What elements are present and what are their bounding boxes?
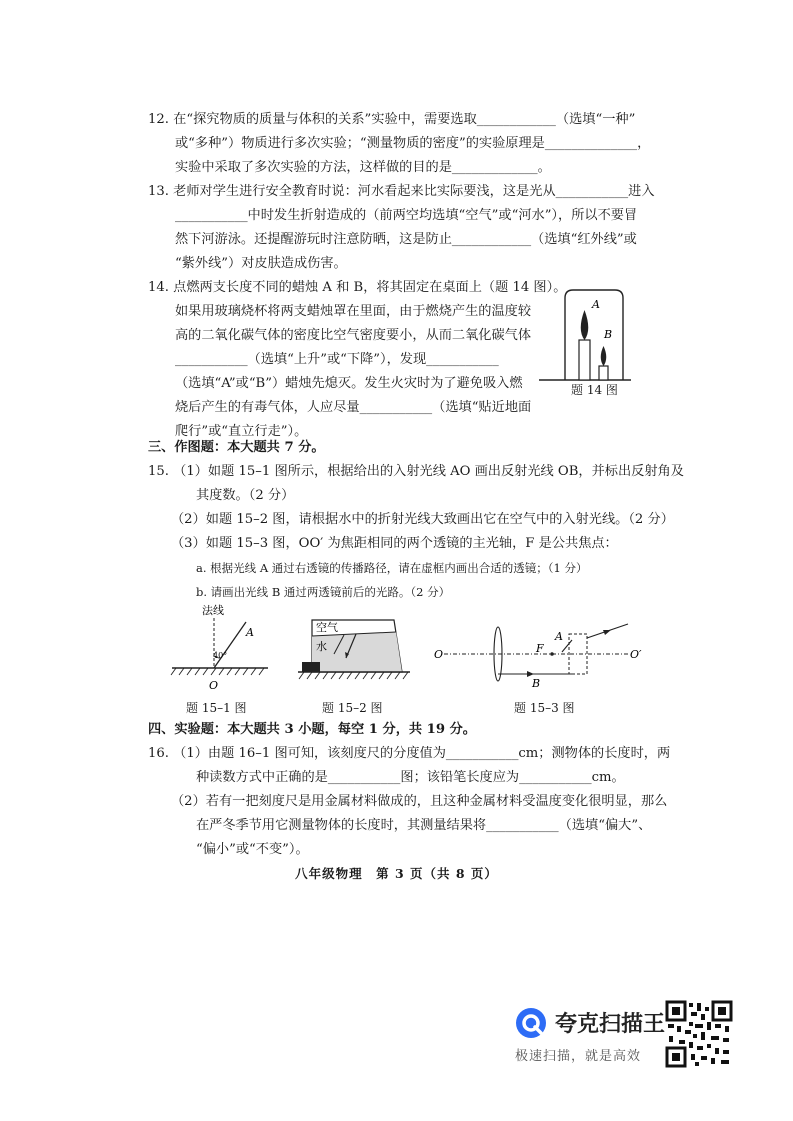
- fig15-2-caption: 题 15–2 图: [322, 701, 383, 715]
- focal-point: [550, 652, 554, 656]
- q16-line-2: 种读数方式中正确的是___________图；该铅笔长度应为___________cm。: [196, 770, 625, 785]
- flame-a: [581, 310, 589, 340]
- point-o-label: O: [209, 679, 219, 692]
- q13-line-4: “紫外线”）对皮肤造成伤害。: [175, 256, 347, 271]
- q14-line-5: （选填“A”或“B”）蜡烛先熄灭。发生火灾时为了避免吸入燃: [175, 376, 523, 391]
- q14-line-1: 14. 点燃两支长度不同的蜡烛 A 和 B，将其固定在桌面上（题 14 图）。: [148, 280, 567, 295]
- fig14-caption: 题 14 图: [571, 383, 618, 397]
- o-prime-label: O′: [630, 648, 642, 661]
- ray-a-in: [562, 640, 572, 652]
- block: [302, 662, 320, 672]
- incident-ray: [214, 622, 246, 668]
- q13-line-1: 13. 老师对学生进行安全教育时说：河水看起来比实际要浅，这是光从___________进入: [148, 184, 655, 199]
- ray-a-label: A: [555, 630, 563, 643]
- label-a: A: [592, 298, 600, 311]
- q13-line-3: 然下河游泳。还提醒游玩时注意防晒，这是防止____________（选填“红外线”或: [175, 232, 637, 247]
- ray-b-label: B: [532, 677, 541, 690]
- section3-heading: 三、作图题：本大题共 7 分。: [148, 440, 325, 455]
- section4-heading: 四、实验题：本大题共 3 小题，每空 1 分，共 19 分。: [148, 722, 476, 737]
- label-b: B: [604, 328, 613, 341]
- q16-line-3: （2）若有一把刻度尺是用金属材料做成的，且这种金属材料受温度变化很明显，那么: [171, 794, 668, 809]
- q16-line-5: “偏小”或“不变”）。: [196, 842, 309, 857]
- q15-line-3: （2）如题 15–2 图，请根据水中的折射光线大致画出它在空气中的入射光线。（2 分）: [171, 512, 674, 527]
- candle-a: [579, 340, 590, 380]
- q15-line-1: 15. （1）如题 15–1 图所示，根据给出的入射光线 AO 画出反射光线 OB，并标出反射角及: [148, 464, 684, 479]
- q15-line-2: 其度数。（2 分）: [196, 488, 295, 503]
- q16-line-4: 在严冬季节用它测量物体的长度时，其测量结果将___________（选填“偏大”、: [196, 818, 652, 833]
- fig15-1-caption: 题 15–1 图: [186, 701, 247, 715]
- fig15-2-refraction: [298, 612, 410, 684]
- fig15-3-lenses: [430, 610, 650, 692]
- q14-line-7: 爬行”或“直立行走”）。: [175, 424, 308, 439]
- q12-line-1: 12. 在“探究物质的质量与体积的关系”实验中，需要选取____________（选填“一种”: [148, 112, 636, 127]
- flame-b: [601, 346, 607, 366]
- air-label: 空气: [316, 621, 338, 634]
- q14-line-6: 烧后产生的有毒气体，人应尽量___________（选填“贴近地面: [175, 400, 532, 415]
- q14-line-2: 如果用玻璃烧杯将两支蜡烛罩在里面，由于燃烧产生的温度较: [175, 304, 532, 319]
- quark-logo-icon: [515, 1007, 547, 1039]
- qr-code-icon: [665, 1000, 733, 1068]
- fig15-3-caption: 题 15–3 图: [514, 701, 575, 715]
- f-label: F: [536, 642, 544, 655]
- q14-line-3: 高的二氧化碳气体的密度比空气密度要小，从而二氧化碳气体: [175, 328, 532, 343]
- candle-b: [599, 366, 608, 380]
- q12-line-2: 或“多种”）物质进行多次实验；“测量物质的密度”的实验原理是______________，: [175, 136, 651, 151]
- normal-label: 法线: [202, 604, 224, 617]
- page-footer: 八年级物理 第 3 页（共 8 页）: [295, 866, 498, 881]
- q15-line-5: a. 根据光线 A 通过右透镜的传播路径，请在虚框内画出合适的透镜；（1 分）: [196, 561, 588, 575]
- brand-name: 夸克扫描王: [555, 1012, 666, 1037]
- q16-line-1: 16. （1）由题 16–1 图可知，该刻度尺的分度值为___________cm；测物体的长度时，两: [148, 746, 671, 761]
- q15-line-4: （3）如题 15–3 图，OO′ 为焦距相同的两个透镜的主光轴，F 是公共焦点：: [171, 536, 618, 551]
- q13-line-2: ___________中时发生折射造成的（前两空均选填“空气”或“河水”），所以不要冒: [175, 208, 638, 223]
- q14-line-4: ___________（选填“上升”或“下降”），发现___________: [175, 352, 499, 367]
- o-label: O: [434, 648, 444, 661]
- point-a-label: A: [246, 626, 254, 639]
- brand-slogan: 极速扫描，就是高效: [515, 1049, 642, 1064]
- q12-line-3: 实验中采取了多次实验的方法，这样做的目的是_____________。: [175, 160, 551, 175]
- water-label: 水: [316, 640, 327, 653]
- fig15-1-reflection: [168, 600, 278, 695]
- q15-line-6: b. 请画出光线 B 通过两透镜前后的光路。（2 分）: [196, 585, 451, 599]
- angle-label: 40°: [213, 651, 228, 660]
- candle-figure: [535, 286, 635, 386]
